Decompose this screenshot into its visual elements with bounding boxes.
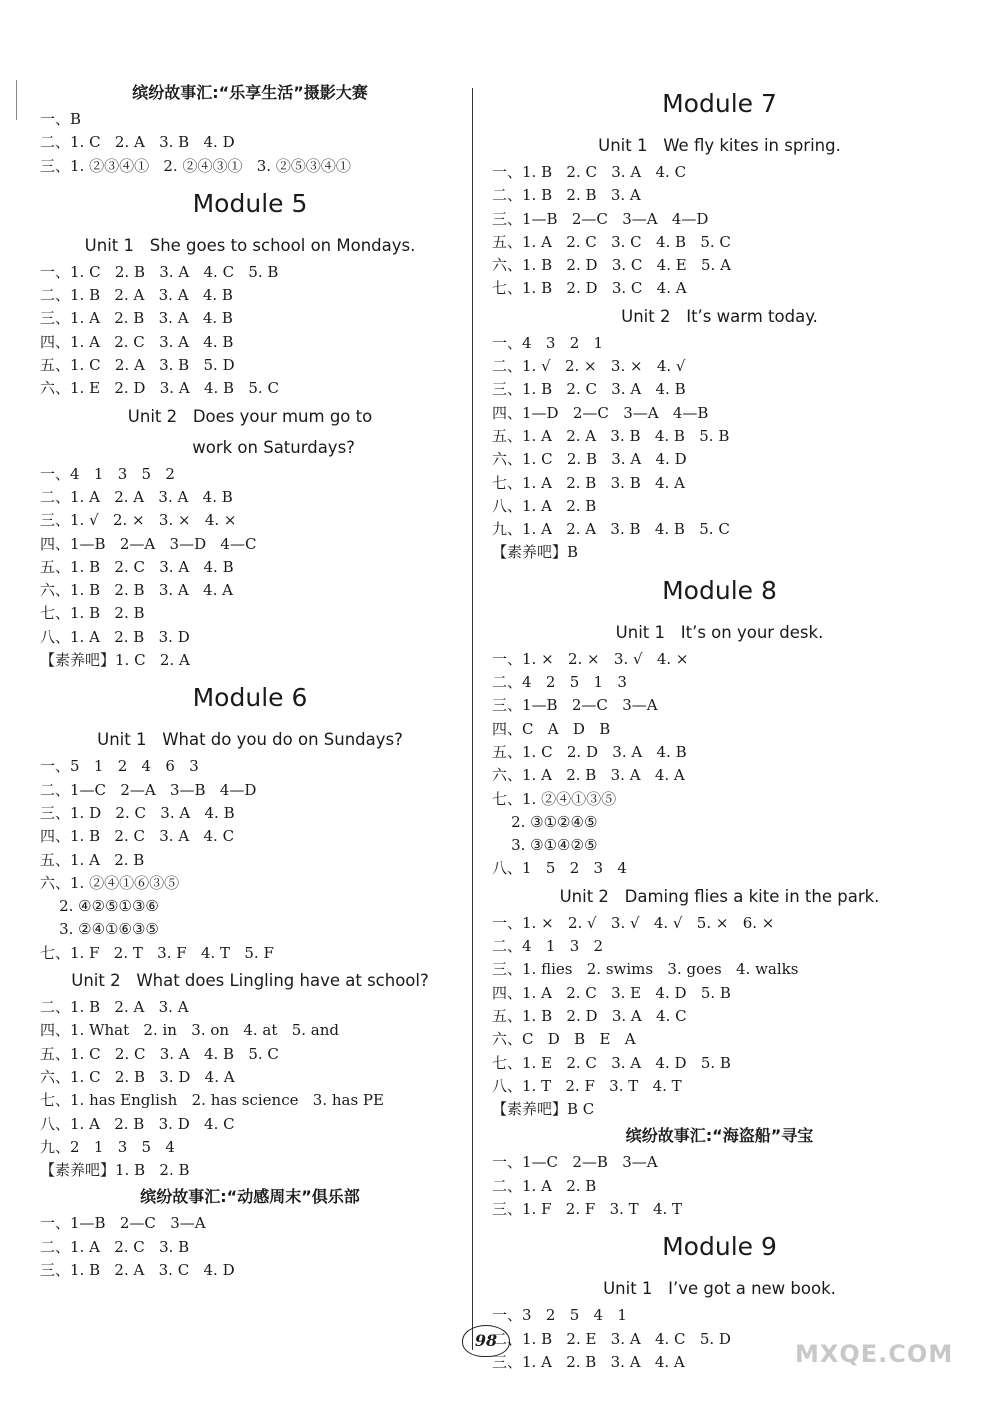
answer-line: 五、1. C 2. D 3. A 4. B	[492, 742, 687, 761]
answer-line: 【素养吧】1. C 2. A	[40, 651, 190, 670]
story-heading: 缤纷故事汇:“海盗船”寻宝	[625, 1126, 814, 1146]
answer-line: 四、1. A 2. C 3. E 4. D 5. B	[492, 983, 731, 1002]
answer-line: 二、4 2 5 1 3	[492, 673, 627, 692]
answer-line: 三、1. √ 2. × 3. × 4. ×	[40, 511, 237, 530]
module-heading: Module 9	[662, 1232, 777, 1262]
right-column	[492, 78, 947, 1374]
answer-line: 一、4 1 3 5 2	[40, 464, 175, 483]
answer-line: 七、1. E 2. C 3. A 4. D 5. B	[492, 1053, 731, 1072]
answer-line: 3. ②④①⑥③⑤	[40, 920, 159, 939]
answer-line: 六、1. B 2. D 3. C 4. E 5. A	[492, 256, 731, 275]
answer-line: 一、1. C 2. B 3. A 4. C 5. B	[40, 262, 279, 281]
answer-line: 三、1—B 2—C 3—A	[492, 696, 658, 715]
answer-line: 八、1. A 2. B 3. D	[40, 627, 190, 646]
answer-line: 六、1. C 2. B 3. D 4. A	[40, 1067, 235, 1086]
left-column	[40, 78, 460, 1282]
answer-line: 2. ③①②④⑤	[492, 812, 598, 831]
answer-line: 六、1. A 2. B 3. A 4. A	[492, 766, 685, 785]
answer-line: 二、1. B 2. A 3. A	[40, 998, 189, 1017]
unit-heading: work on Saturdays?	[145, 437, 355, 457]
module-heading: Module 5	[192, 188, 308, 218]
page-number: 98	[462, 1325, 510, 1357]
column-divider	[472, 88, 473, 1350]
unit-heading: Unit 1 She goes to school on Mondays.	[84, 235, 416, 255]
answer-line: 八、1. T 2. F 3. T 4. T	[492, 1076, 682, 1095]
answer-line: 三、1. B 2. A 3. C 4. D	[40, 1260, 235, 1279]
answer-line: 二、1—C 2—A 3—B 4—D	[40, 780, 257, 799]
answer-line: 三、1. D 2. C 3. A 4. B	[40, 803, 235, 822]
answer-line: 六、1. B 2. B 3. A 4. A	[40, 581, 233, 600]
answer-line: 七、1. B 2. B	[40, 604, 145, 623]
answer-line: 八、1 5 2 3 4	[492, 859, 627, 878]
answer-line: 四、C A D B	[492, 719, 611, 738]
answer-line: 七、1. ②④①③⑤	[492, 789, 617, 808]
answer-line: 六、1. E 2. D 3. A 4. B 5. C	[40, 379, 279, 398]
answer-line: 七、1. B 2. D 3. C 4. A	[492, 279, 687, 298]
unit-heading: Unit 2 Daming flies a kite in the park.	[559, 886, 880, 906]
answer-line: 三、1—B 2—C 3—A 4—D	[492, 209, 709, 228]
answer-line: 一、4 3 2 1	[492, 333, 604, 352]
answer-line: 一、1—C 2—B 3—A	[492, 1153, 658, 1172]
answer-line: 六、1. C 2. B 3. A 4. D	[492, 450, 687, 469]
answer-line: 三、1. A 2. B 3. A 4. B	[40, 309, 233, 328]
answer-line: 四、1. What 2. in 3. on 4. at 5. and	[40, 1021, 339, 1040]
story-heading: 缤纷故事汇:“乐享生活”摄影大赛	[132, 83, 368, 102]
answer-line: 五、1. C 2. A 3. B 5. D	[40, 356, 235, 375]
story-heading: 缤纷故事汇:“动感周末”俱乐部	[140, 1187, 360, 1207]
answer-line: 一、1—B 2—C 3—A	[40, 1214, 206, 1233]
unit-heading: Unit 1 What do you do on Sundays?	[97, 730, 403, 750]
answer-line: 一、1. × 2. √ 3. √ 4. √ 5. × 6. ×	[492, 913, 775, 932]
answer-line: 二、1. A 2. C 3. B	[40, 1237, 190, 1256]
answer-line: 【素养吧】B C	[492, 1100, 595, 1119]
answer-line: 二、1. A 2. B	[492, 1176, 597, 1195]
answer-line: 二、4 1 3 2	[492, 937, 604, 956]
answer-line: 一、5 1 2 4 6 3	[40, 757, 199, 776]
answer-line: 六、1. ②④①⑥③⑤	[40, 873, 180, 892]
unit-heading: Unit 1 It’s on your desk.	[615, 622, 824, 642]
module-heading: Module 7	[662, 89, 777, 118]
answer-line: 一、B	[40, 110, 82, 128]
answer-line: 四、1—D 2—C 3—A 4—B	[492, 403, 709, 422]
watermark: MXQE.COM	[795, 1340, 954, 1368]
answer-line: 二、1. B 2. A 3. A 4. B	[40, 286, 233, 305]
answer-line: 八、1. A 2. B 3. D 4. C	[40, 1114, 235, 1133]
answer-line: 三、1. A 2. B 3. A 4. A	[492, 1352, 685, 1371]
answer-line: 二、1. √ 2. × 3. × 4. √	[492, 357, 686, 376]
answer-line: 二、1. B 2. B 3. A	[492, 186, 641, 205]
unit-heading: Unit 1 I’ve got a new book.	[603, 1279, 836, 1299]
module-heading: Module 8	[662, 575, 777, 605]
answer-line: 3. ③①④②⑤	[492, 836, 598, 855]
answer-line: 二、1. A 2. A 3. A 4. B	[40, 487, 233, 506]
answer-line: 五、1. B 2. C 3. A 4. B	[40, 557, 234, 576]
unit-heading: Unit 2 Does your mum go to	[127, 406, 373, 426]
answer-line: 五、1. C 2. C 3. A 4. B 5. C	[40, 1044, 279, 1063]
answer-line: 四、1. B 2. C 3. A 4. C	[40, 827, 235, 846]
answer-line: 三、1. B 2. C 3. A 4. B	[492, 380, 686, 399]
answer-line: 三、1. F 2. F 3. T 4. T	[492, 1199, 683, 1218]
answer-line: 五、1. A 2. C 3. C 4. B 5. C	[492, 232, 731, 251]
module-heading: Module 6	[192, 683, 308, 713]
unit-heading: Unit 1 We fly kites in spring.	[598, 136, 841, 155]
answer-line: 【素养吧】B	[492, 543, 579, 562]
answer-line: 九、1. A 2. A 3. B 4. B 5. C	[492, 520, 730, 539]
unit-heading: Unit 2 It’s warm today.	[621, 306, 818, 326]
answer-line: 三、1. flies 2. swims 3. goes 4. walks	[492, 960, 799, 979]
answer-line: 七、1. F 2. T 3. F 4. T 5. F	[40, 943, 274, 962]
answer-line: 一、1. B 2. C 3. A 4. C	[492, 163, 687, 181]
answer-line: 六、C D B E A	[492, 1030, 636, 1049]
answer-line: 一、3 2 5 4 1	[492, 1306, 627, 1325]
answer-line: 【素养吧】1. B 2. B	[40, 1161, 190, 1180]
answer-line: 九、2 1 3 5 4	[40, 1137, 175, 1156]
margin-mark	[16, 80, 17, 120]
answer-line: 2. ④②⑤①③⑥	[40, 897, 159, 916]
answer-line: 五、1. B 2. D 3. A 4. C	[492, 1006, 687, 1025]
answer-line: 八、1. A 2. B	[492, 496, 597, 515]
answer-line: 二、1. B 2. E 3. A 4. C 5. D	[492, 1329, 731, 1348]
answer-line: 二、1. C 2. A 3. B 4. D	[40, 133, 235, 152]
answer-line: 四、1. A 2. C 3. A 4. B	[40, 332, 234, 351]
answer-line: 三、1. ②③④① 2. ②④③① 3. ②⑤③④①	[40, 156, 351, 175]
answer-line: 五、1. A 2. A 3. B 4. B 5. B	[492, 426, 730, 445]
answer-line: 四、1—B 2—A 3—D 4—C	[40, 534, 257, 553]
answer-line: 七、1. has English 2. has science 3. has PE	[40, 1091, 384, 1110]
answer-line: 一、1. × 2. × 3. √ 4. ×	[492, 649, 689, 668]
unit-heading: Unit 2 What does Lingling have at school?	[71, 971, 429, 991]
answer-line: 七、1. A 2. B 3. B 4. A	[492, 473, 685, 492]
answer-line: 五、1. A 2. B	[40, 850, 145, 869]
